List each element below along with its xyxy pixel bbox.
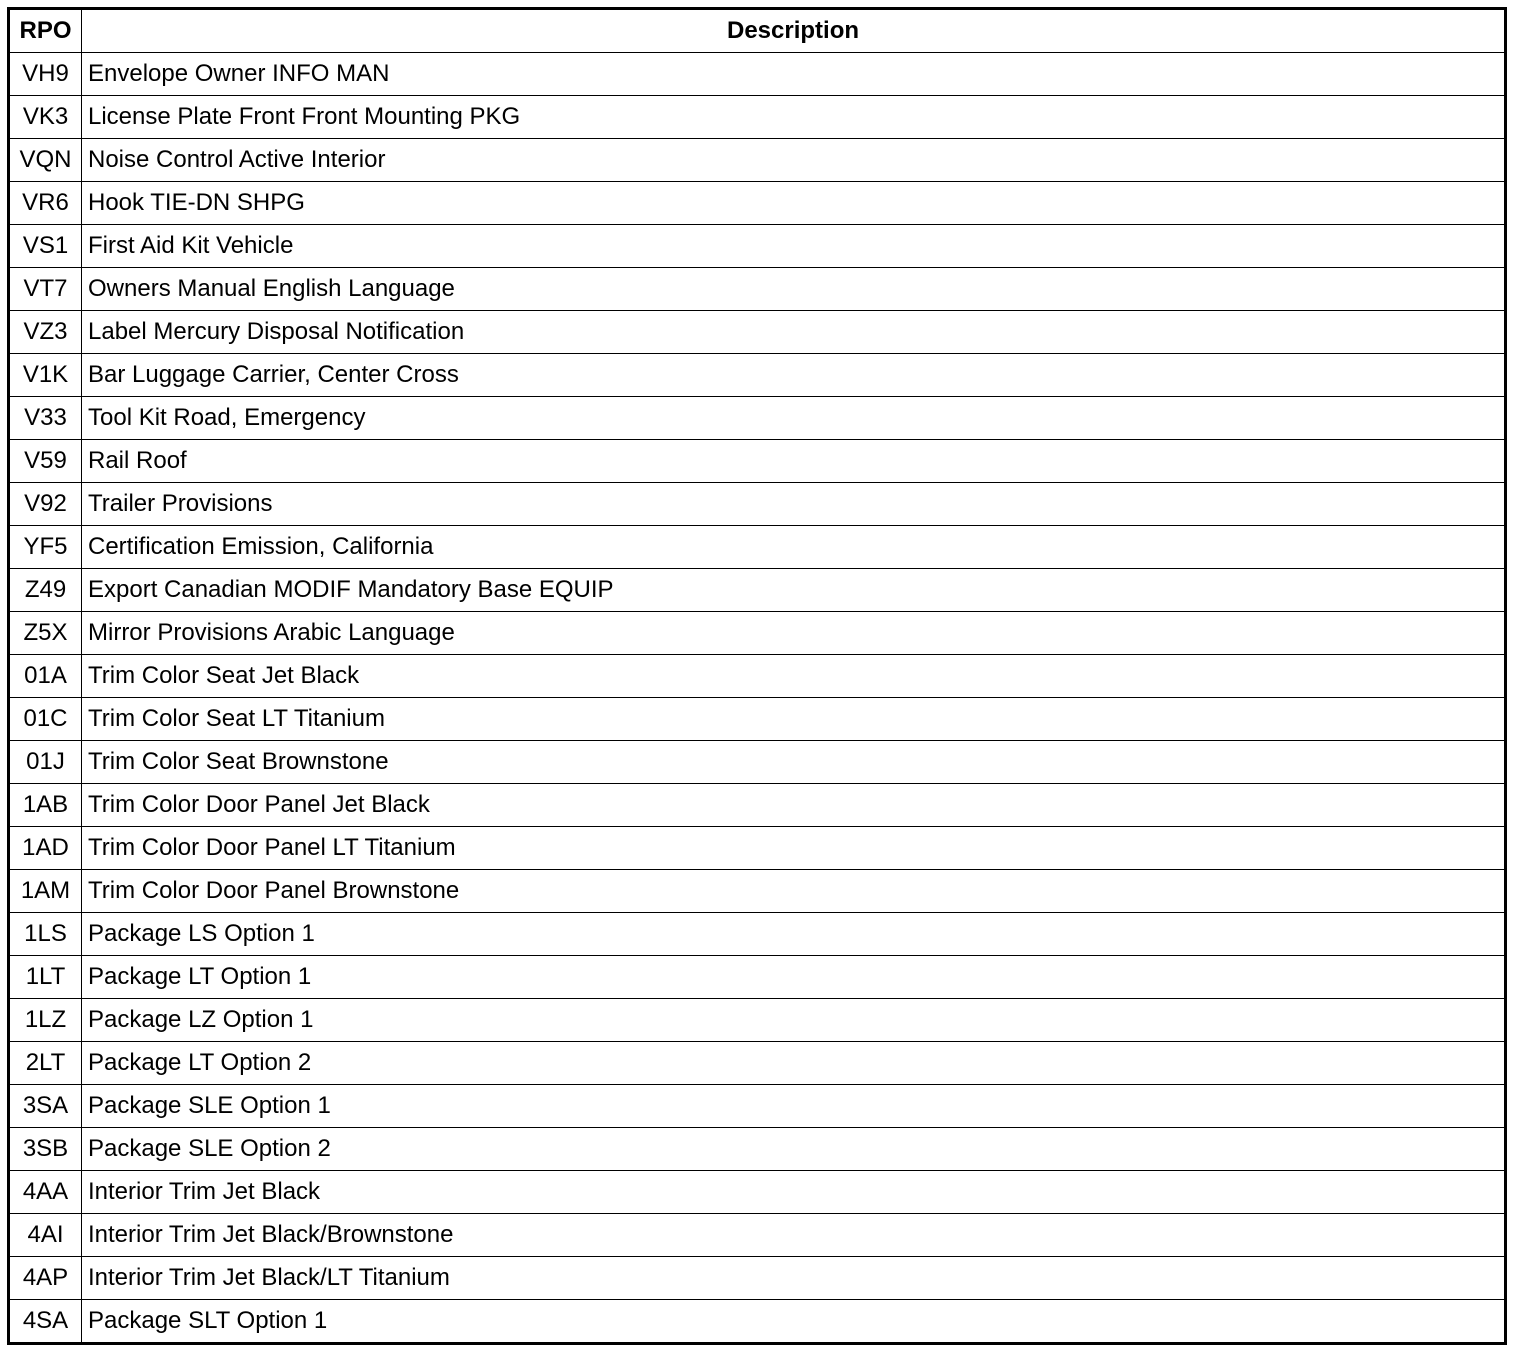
- table-row: [9, 1214, 1506, 1257]
- description-cell: Package LT Option 1: [82, 956, 1506, 999]
- description-cell: Interior Trim Jet Black/LT Titanium: [82, 1257, 1506, 1300]
- rpo-code-cell: Z49: [9, 569, 82, 612]
- rpo-code-cell: 3SA: [9, 1085, 82, 1128]
- rpo-code-cell: VZ3: [9, 311, 82, 354]
- table-row: [9, 96, 1506, 139]
- rpo-code-cell: 4AA: [9, 1171, 82, 1214]
- rpo-code-cell: 2LT: [9, 1042, 82, 1085]
- rpo-code-cell: 01C: [9, 698, 82, 741]
- rpo-code-cell: 1AB: [9, 784, 82, 827]
- rpo-code-cell: 4SA: [9, 1300, 82, 1344]
- rpo-code-cell: VK3: [9, 96, 82, 139]
- description-cell: Package SLE Option 1: [82, 1085, 1506, 1128]
- description-cell: Trailer Provisions: [82, 483, 1506, 526]
- rpo-code-cell: 1AM: [9, 870, 82, 913]
- description-cell: Interior Trim Jet Black: [82, 1171, 1506, 1214]
- rpo-code-cell: VR6: [9, 182, 82, 225]
- description-cell: Owners Manual English Language: [82, 268, 1506, 311]
- description-cell: Trim Color Door Panel Brownstone: [82, 870, 1506, 913]
- rpo-code-cell: 1LS: [9, 913, 82, 956]
- description-cell: Package LT Option 2: [82, 1042, 1506, 1085]
- description-cell: Noise Control Active Interior: [82, 139, 1506, 182]
- rpo-code-cell: 1AD: [9, 827, 82, 870]
- table-row: [9, 225, 1506, 268]
- description-cell: Bar Luggage Carrier, Center Cross: [82, 354, 1506, 397]
- rpo-code-cell: 01J: [9, 741, 82, 784]
- table-row: [9, 741, 1506, 784]
- rpo-code-cell: 1LZ: [9, 999, 82, 1042]
- description-cell: Export Canadian MODIF Mandatory Base EQUIP: [82, 569, 1506, 612]
- rpo-code-cell: 4AP: [9, 1257, 82, 1300]
- description-cell: Hook TIE-DN SHPG: [82, 182, 1506, 225]
- table-row: [9, 784, 1506, 827]
- table-row: [9, 655, 1506, 698]
- table-row: [9, 182, 1506, 225]
- table-row: [9, 999, 1506, 1042]
- rpo-code-cell: 4AI: [9, 1214, 82, 1257]
- description-cell: Trim Color Door Panel LT Titanium: [82, 827, 1506, 870]
- table-row: [9, 698, 1506, 741]
- table-row: [9, 483, 1506, 526]
- rpo-code-cell: VQN: [9, 139, 82, 182]
- description-cell: Trim Color Seat Jet Black: [82, 655, 1506, 698]
- rpo-column-header: RPO: [9, 9, 82, 53]
- table-row: [9, 1171, 1506, 1214]
- table-row: [9, 139, 1506, 182]
- rpo-code-cell: 3SB: [9, 1128, 82, 1171]
- rpo-code-cell: 01A: [9, 655, 82, 698]
- table-header-row: [9, 9, 1506, 53]
- rpo-code-cell: V92: [9, 483, 82, 526]
- description-cell: Trim Color Seat LT Titanium: [82, 698, 1506, 741]
- table-row: [9, 397, 1506, 440]
- table-row: [9, 1257, 1506, 1300]
- table-row: [9, 569, 1506, 612]
- description-cell: Trim Color Door Panel Jet Black: [82, 784, 1506, 827]
- rpo-code-cell: V1K: [9, 354, 82, 397]
- description-cell: Rail Roof: [82, 440, 1506, 483]
- description-cell: Mirror Provisions Arabic Language: [82, 612, 1506, 655]
- table-body: [9, 53, 1506, 1344]
- rpo-code-cell: YF5: [9, 526, 82, 569]
- description-cell: Package LS Option 1: [82, 913, 1506, 956]
- rpo-code-cell: VT7: [9, 268, 82, 311]
- rpo-code-cell: 1LT: [9, 956, 82, 999]
- table-row: [9, 53, 1506, 96]
- table-row: [9, 440, 1506, 483]
- description-cell: Interior Trim Jet Black/Brownstone: [82, 1214, 1506, 1257]
- table-row: [9, 913, 1506, 956]
- description-cell: Package SLE Option 2: [82, 1128, 1506, 1171]
- rpo-code-cell: V59: [9, 440, 82, 483]
- table-row: [9, 268, 1506, 311]
- table-row: [9, 1042, 1506, 1085]
- rpo-code-cell: VS1: [9, 225, 82, 268]
- table-row: [9, 1085, 1506, 1128]
- description-cell: Trim Color Seat Brownstone: [82, 741, 1506, 784]
- table-row: [9, 1128, 1506, 1171]
- table-row: [9, 956, 1506, 999]
- description-column-header: Description: [82, 9, 1506, 53]
- rpo-code-cell: VH9: [9, 53, 82, 96]
- rpo-table: [7, 7, 1507, 1345]
- table-row: [9, 827, 1506, 870]
- description-cell: Envelope Owner INFO MAN: [82, 53, 1506, 96]
- table-row: [9, 1300, 1506, 1344]
- table-row: [9, 311, 1506, 354]
- table-row: [9, 526, 1506, 569]
- description-cell: First Aid Kit Vehicle: [82, 225, 1506, 268]
- rpo-code-cell: Z5X: [9, 612, 82, 655]
- description-cell: Package LZ Option 1: [82, 999, 1506, 1042]
- table-row: [9, 612, 1506, 655]
- description-cell: Certification Emission, California: [82, 526, 1506, 569]
- table-row: [9, 354, 1506, 397]
- table-row: [9, 870, 1506, 913]
- rpo-code-cell: V33: [9, 397, 82, 440]
- description-cell: License Plate Front Front Mounting PKG: [82, 96, 1506, 139]
- description-cell: Package SLT Option 1: [82, 1300, 1506, 1344]
- description-cell: Tool Kit Road, Emergency: [82, 397, 1506, 440]
- description-cell: Label Mercury Disposal Notification: [82, 311, 1506, 354]
